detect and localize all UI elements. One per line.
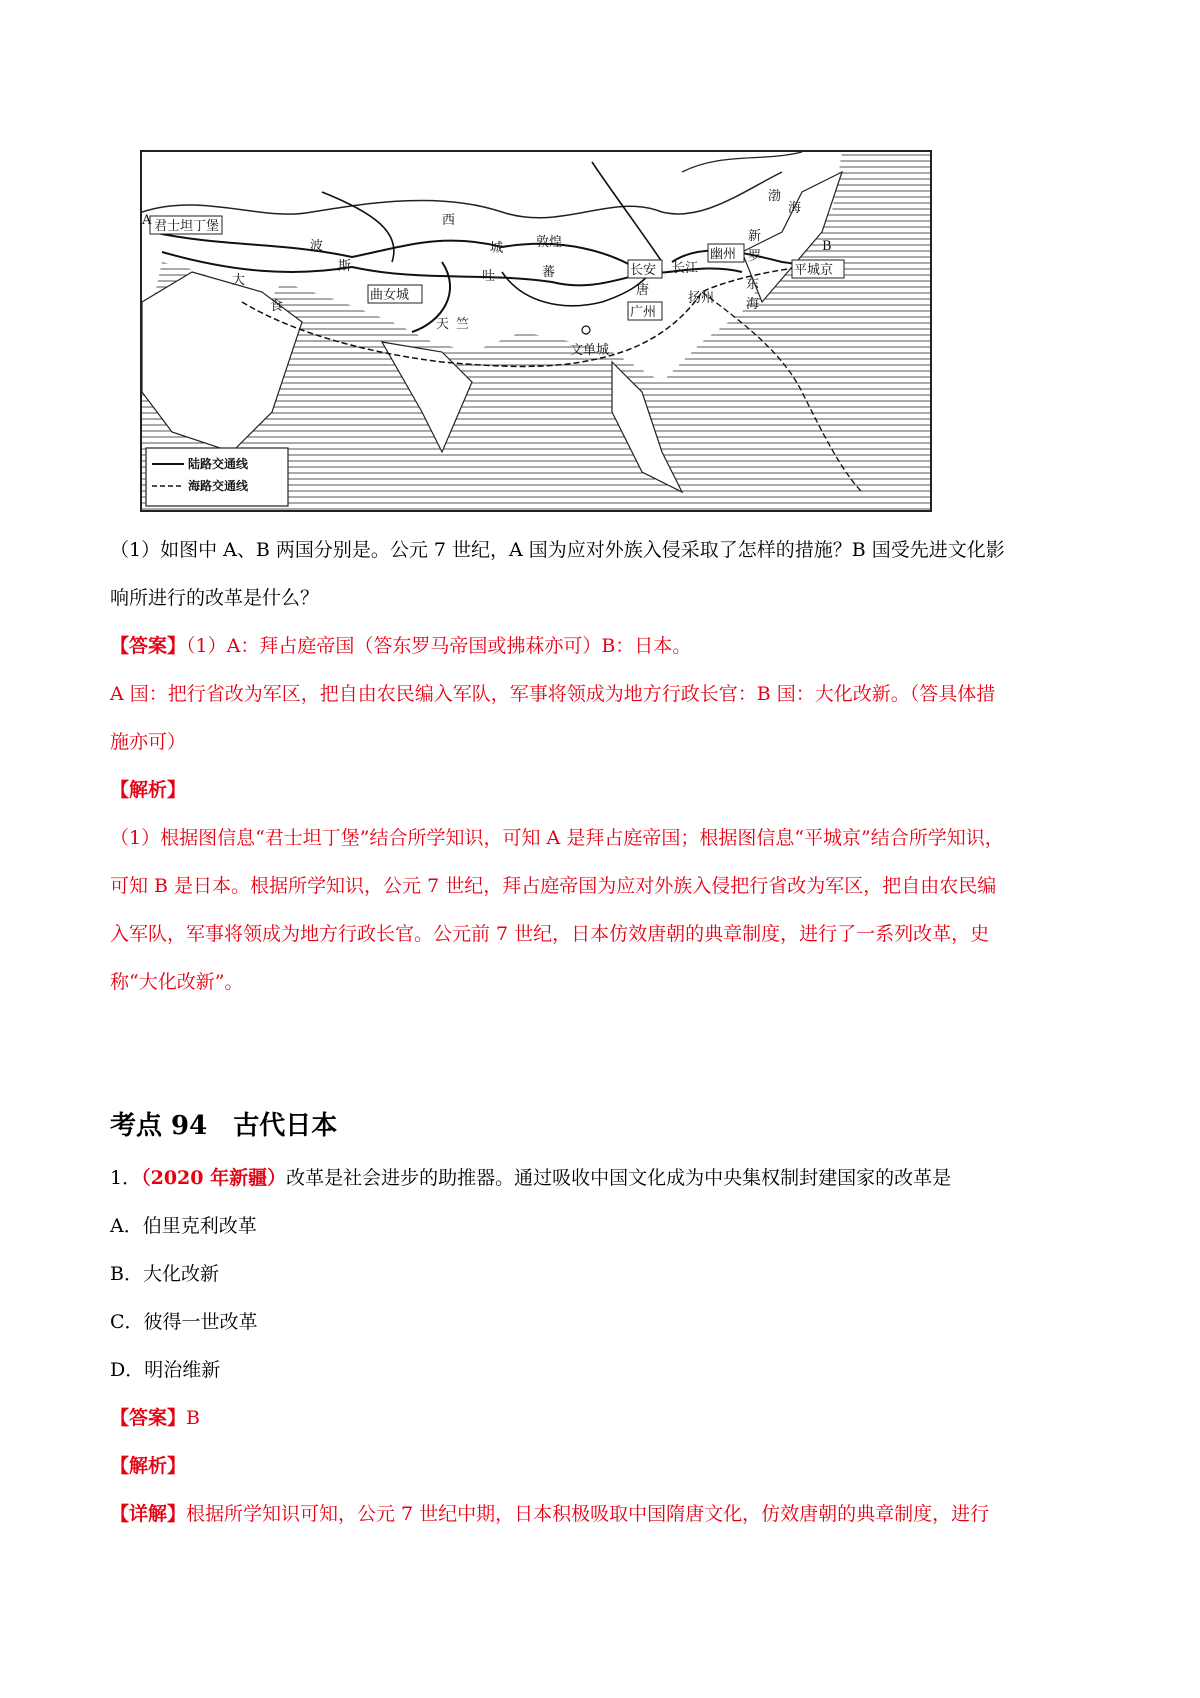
svg-text:天: 天	[436, 317, 450, 332]
svg-text:海: 海	[746, 297, 760, 312]
answer1-line2: A 国：把行省改为军区，把自由农民编入军队，军事将领成为地方行政长官：B 国：大化改新。（答具体措	[110, 683, 996, 705]
answer1-line1	[110, 632, 1100, 660]
question2-answer: B	[186, 1407, 200, 1429]
svg-text:罗: 罗	[748, 249, 762, 264]
svg-text:扬州: 扬州	[688, 291, 715, 306]
question1-line1: （1）如图中 A、B 两国分别是。公元 7 世纪，A 国为应对外族入侵采取了怎样的措施？B 国受先进文化影	[110, 539, 1005, 561]
label-pingchengjing: 平城京	[794, 263, 834, 278]
svg-text:曲女城: 曲女城	[370, 288, 410, 303]
question2-detail-tag: 【详解】	[110, 1503, 187, 1525]
analysis1-line3: 入军队，军事将领成为地方行政长官。公元前 7 世纪，日本仿效唐朝的典章制度，进行了一系列改革，史	[110, 923, 990, 945]
legend-land: 陆路交通线	[188, 457, 249, 471]
question2-analysis-tag: 【解析】	[110, 1455, 187, 1477]
analysis1-tag: 【解析】	[110, 779, 187, 801]
svg-text:广州: 广州	[630, 305, 657, 320]
svg-text:斯: 斯	[338, 259, 352, 274]
question2-detail-line	[110, 1500, 1100, 1528]
option-c: C．彼得一世改革	[110, 1311, 258, 1333]
svg-text:大: 大	[232, 273, 246, 288]
svg-text:渤: 渤	[768, 189, 782, 204]
svg-text:幽州: 幽州	[710, 247, 737, 262]
question2-stem-line	[110, 1164, 1100, 1192]
label-changan: 长安	[630, 263, 657, 278]
analysis1-line4: 称“大化改新”。	[110, 971, 244, 993]
svg-text:蕃: 蕃	[542, 265, 556, 280]
svg-text:长江: 长江	[672, 261, 699, 276]
section-title: 考点 94 古代日本	[110, 1111, 338, 1141]
option-b: B．大化改新	[110, 1263, 219, 1285]
svg-text:东: 东	[746, 277, 760, 292]
question2-number: 1．	[110, 1167, 142, 1189]
analysis1-line1: （1）根据图信息“君士坦丁堡”结合所学知识，可知 A 是拜占庭帝国；根据图信息“平城京”结合所学知识，	[110, 827, 1004, 849]
svg-text:新: 新	[748, 229, 762, 244]
silk-road-map	[140, 150, 932, 512]
label-dunhuang: 敦煌	[536, 235, 563, 250]
answer1-tag: 【答案】	[110, 635, 187, 657]
svg-text:西: 西	[442, 213, 456, 228]
option-a: A．伯里克利改革	[110, 1215, 257, 1237]
map-drawing	[142, 152, 930, 510]
svg-text:吐: 吐	[482, 269, 496, 284]
answer1-text: （1）A：拜占庭帝国（答东罗马帝国或拂菻亦可）B：日本。	[186, 635, 692, 657]
question2-answer-tag: 【答案】	[110, 1407, 187, 1429]
question2-source: （2020 年新疆）	[141, 1167, 287, 1189]
svg-text:唐: 唐	[636, 283, 650, 298]
label-b: B	[822, 239, 832, 254]
svg-text:波: 波	[310, 239, 324, 254]
question2-answer-line	[110, 1404, 1100, 1432]
legend-sea: 海路交通线	[188, 479, 249, 493]
svg-text:竺: 竺	[456, 317, 470, 332]
svg-text:文单城: 文单城	[570, 343, 610, 358]
question2-detail: 根据所学知识可知，公元 7 世纪中期，日本积极吸取中国隋唐文化，仿效唐朝的典章制度，进行	[186, 1503, 990, 1525]
svg-text:城: 城	[490, 241, 504, 256]
svg-text:海: 海	[788, 201, 802, 216]
label-constantinople: 君士坦丁堡	[154, 219, 220, 234]
svg-text:食: 食	[270, 299, 284, 314]
svg-text:A: A	[142, 213, 152, 228]
question1-line2: 响所进行的改革是什么？	[110, 587, 320, 609]
answer1-line3: 施亦可）	[110, 731, 187, 753]
option-d: D．明治维新	[110, 1359, 221, 1381]
question2-stem: 改革是社会进步的助推器。通过吸收中国文化成为中央集权制封建国家的改革是	[286, 1167, 952, 1189]
analysis1-line2: 可知 B 是日本。根据所学知识，公元 7 世纪，拜占庭帝国为应对外族入侵把行省改为军区，把自由农民编	[110, 875, 997, 897]
